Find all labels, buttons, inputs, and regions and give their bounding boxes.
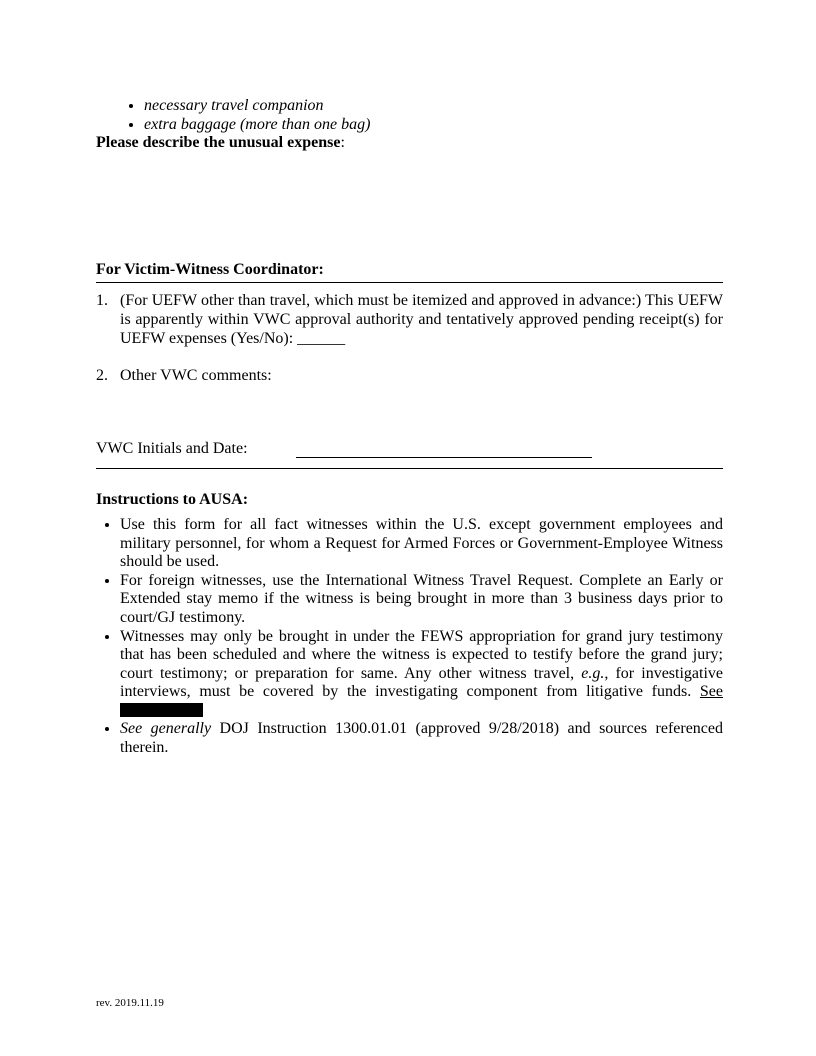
list-item: • Use this form for all fact witnesses within the U.S. except government employees and military personnel, for whom a Request for Armed Forces or Government-Employee Witness should be used. — [120, 516, 723, 572]
instructions-bullet-list — [96, 516, 723, 758]
vwc-initials-row — [96, 440, 723, 459]
see-citation: See — [699, 683, 723, 701]
vwc-section — [96, 261, 723, 470]
item-number: 1. — [96, 292, 108, 310]
item-text: (For UEFW other than travel, which must be itemized and approved in advance:) This UEFW is apparently within VWC approval authority and tentatively approved pending receipt(s) for UEFW expenses (Yes/No): ______ — [120, 292, 723, 347]
vwc-numbered-item-1 — [96, 292, 723, 348]
unusual-expense-prompt-colon: : — [340, 134, 345, 152]
revision-footer: rev. 2019.11.19 — [96, 997, 164, 1009]
list-item: • necessary travel companion — [144, 97, 723, 116]
unusual-expense-prompt — [96, 134, 723, 153]
bullet-text-part: DOJ Instruction 1300.01.01 (approved 9/28/2018) and sources referenced therein. — [120, 720, 724, 757]
bullet-text-part: Witnesses may only be brought in under the FEWS appropriation for grand jury testimony that has been scheduled and where the witness is expected to testify before the grand jury; court testimony; or preparation for same. Any other witness travel, — [120, 627, 723, 682]
vwc-section-heading: For Victim-Witness Coordinator: — [96, 261, 723, 284]
section-divider — [96, 468, 723, 469]
unusual-expense-prompt-label: Please describe the unusual expense — [96, 134, 341, 152]
list-item — [120, 720, 723, 757]
list-item: • extra baggage (more than one bag) — [144, 116, 723, 135]
instructions-section — [96, 491, 723, 757]
item-number: 2. — [96, 367, 108, 385]
redaction-box — [120, 703, 203, 717]
unusual-expense-section — [96, 97, 723, 153]
item-text: Other VWC comments: — [120, 367, 272, 385]
vwc-initials-label: VWC Initials and Date: — [96, 439, 248, 457]
list-item: • For foreign witnesses, use the International Witness Travel Request. Complete an Early or Extended stay memo if the witness is being brought in more than 3 business days prior to court/GJ testimony. — [120, 572, 723, 628]
unusual-expense-bullet-list — [96, 97, 723, 134]
bullet-text-part: , for investigative interviews, must be covered by the investigating component from litigative funds. — [120, 664, 723, 701]
bullet-text-see-generally: See generally — [120, 720, 212, 738]
vwc-numbered-item-2 — [96, 367, 723, 386]
vwc-initials-blank-line — [296, 441, 592, 458]
instructions-heading: Instructions to AUSA: — [96, 491, 249, 509]
list-item — [120, 628, 723, 721]
bullet-text-eg: e.g. — [581, 664, 605, 682]
